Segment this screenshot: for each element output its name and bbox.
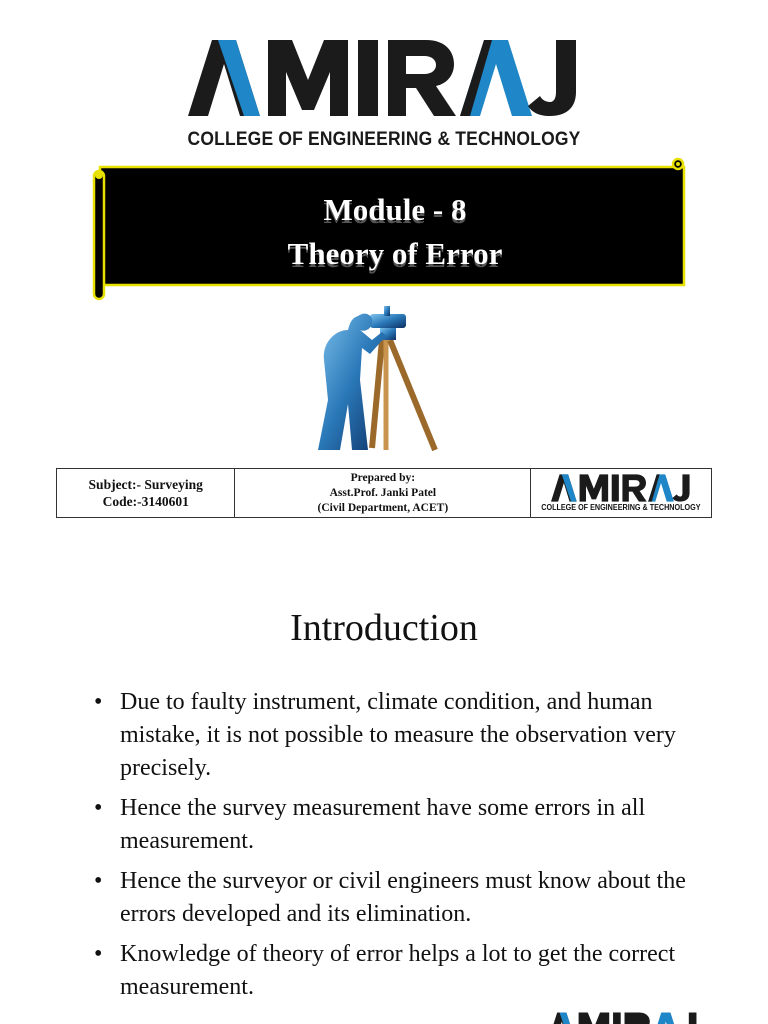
list-item: • Due to faulty instrument, climate condition, and human mistake, it is not possible to measure the observation very precisely. (92, 686, 692, 785)
logo-letter-i (358, 40, 378, 116)
mini-college-name: COLLEGE OF ENGINEERING & TECHNOLOGY (541, 503, 701, 512)
list-item: • Hence the survey measurement have some errors in all measurement. (92, 792, 692, 858)
amiraj-mini-logo (551, 474, 691, 502)
subject-cell (57, 469, 235, 518)
amiraj-logo-partial (548, 1012, 698, 1024)
bullet-list (92, 686, 692, 1011)
next-slide-logo-peek (548, 1012, 698, 1024)
prepared-by-cell (235, 469, 531, 518)
module-title (105, 188, 685, 276)
amiraj-logo (188, 40, 580, 116)
logo-letter-a2 (460, 40, 532, 116)
logo-letter-m (268, 40, 348, 116)
list-item: • Hence the surveyor or civil engineers must know about the errors developed and its elimination. (92, 865, 692, 931)
list-item: • Knowledge of theory of error helps a lot to get the correct measurement. (92, 938, 692, 1004)
subject-name: Subject:- Surveying (88, 477, 203, 492)
logo-letter-a1 (188, 40, 260, 116)
logo-letter-j (528, 40, 576, 116)
surveyor-with-theodolite-icon (300, 300, 450, 460)
author-department: (Civil Department, ACET) (317, 501, 449, 514)
author-name: Asst.Prof. Janki Patel (329, 486, 437, 499)
logo-letter-r (388, 40, 456, 116)
subject-code: Code:-3140601 (102, 494, 189, 509)
slide-title: Introduction (290, 607, 478, 649)
college-name: COLLEGE OF ENGINEERING & TECHNOLOGY (187, 129, 581, 150)
logo-cell (531, 469, 712, 518)
module-subject-title: Theory of Error (287, 236, 503, 271)
module-number: Module - 8 (323, 192, 467, 227)
course-info-table (56, 468, 712, 518)
prepared-by-label: Prepared by: (350, 471, 416, 484)
